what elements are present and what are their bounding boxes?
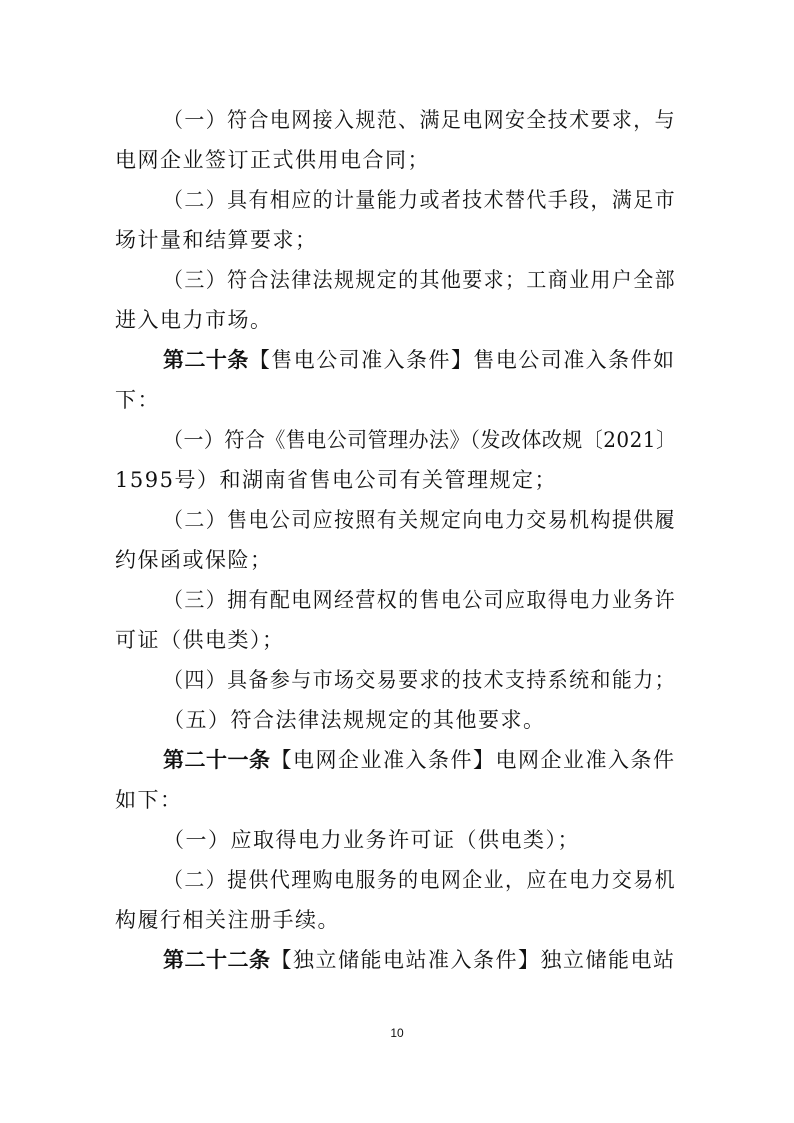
text-line: （三）符合法律法规规定的其他要求；工商业用户全部 [163, 268, 676, 292]
text-line: （一）符合《售电公司管理办法》（发改体改规〔2021〕 [163, 428, 677, 452]
text-line: （三）拥有配电网经营权的售电公司应取得电力业务许 [163, 588, 676, 612]
text-line: （四）具备参与市场交易要求的技术支持系统和能力； [163, 668, 676, 692]
text-line: 电网企业签订正式供用电合同； [115, 148, 430, 172]
article-heading: 第二十条 [163, 348, 249, 372]
text-line: 如下： [115, 788, 183, 812]
article-heading: 第二十一条 [163, 748, 271, 772]
article-line: 第二十一条【电网企业准入条件】电网企业准入条件 [163, 748, 676, 772]
text-line: （二）提供代理购电服务的电网企业，应在电力交易机 [163, 868, 676, 892]
text-line: 进入电力市场。 [115, 308, 273, 332]
text-line: （五）符合法律法规规定的其他要求。 [163, 708, 546, 732]
text-line: 场计量和结算要求； [115, 228, 318, 252]
article-line: 第二十条【售电公司准入条件】售电公司准入条件如 [163, 348, 676, 372]
article-line: 第二十二条【独立储能电站准入条件】独立储能电站 [163, 948, 676, 972]
text-line: 约保函或保险； [115, 548, 273, 572]
article-heading: 第二十二条 [163, 948, 271, 972]
text-line: （二）具有相应的计量能力或者技术替代手段，满足市 [163, 188, 676, 212]
text-line: 构履行相关注册手续。 [115, 908, 340, 932]
page-number: 10 [390, 1026, 404, 1040]
text-line: （一）应取得电力业务许可证（供电类）； [163, 828, 580, 852]
text-line: 下： [115, 388, 160, 412]
text-line: （二）售电公司应按照有关规定向电力交易机构提供履 [163, 508, 676, 532]
text-line: 1595号）和湖南省售电公司有关管理规定； [115, 468, 557, 492]
text-line: 可证（供电类）； [115, 628, 285, 652]
text-line: （一）符合电网接入规范、满足电网安全技术要求，与 [163, 108, 676, 132]
